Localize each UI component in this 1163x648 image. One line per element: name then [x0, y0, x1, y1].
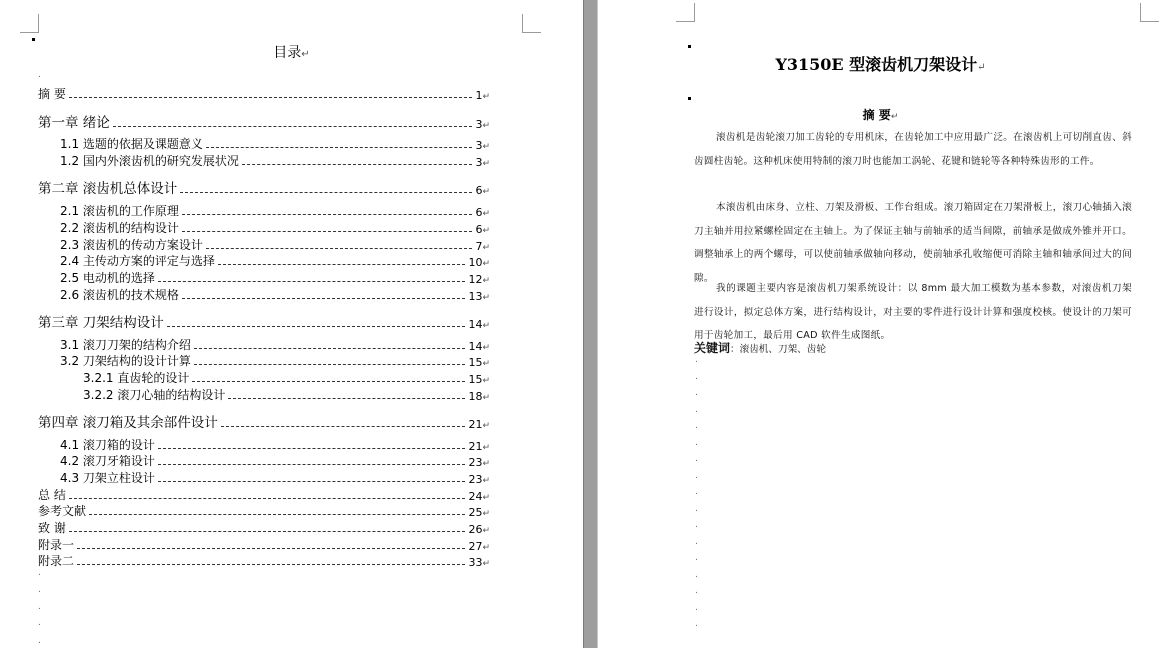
- paragraph-bullet: [688, 45, 691, 48]
- crop-mark-top-left: [676, 3, 695, 22]
- empty-paragraph-mark: .: [695, 602, 698, 613]
- toc-leader-dots: [218, 264, 466, 265]
- empty-paragraph-mark: .: [695, 355, 698, 365]
- empty-paragraph-mark: .: [695, 388, 698, 398]
- empty-paragraph-mark: .: [695, 586, 698, 596]
- toc-entry[interactable]: [38, 436, 490, 453]
- empty-paragraph-mark: .: [695, 536, 698, 547]
- toc-entry-label: 总 结: [38, 488, 66, 502]
- toc-entry-label: 4.3 刀架立柱设计: [60, 471, 155, 485]
- empty-paragraph-mark: .: [695, 404, 698, 415]
- toc-leader-dots: [69, 498, 466, 499]
- toc-entry-label: 第四章 滚刀箱及其余部件设计: [38, 415, 218, 431]
- toc-entry-label: 2.5 电动机的选择: [60, 271, 155, 285]
- toc-leader-dots: [158, 464, 466, 465]
- toc-entry-page: 3↵: [475, 156, 490, 169]
- toc-entry[interactable]: [38, 502, 490, 519]
- empty-paragraph-mark: .: [38, 585, 41, 595]
- toc-leader-dots: [228, 398, 465, 399]
- toc-leader-dots: [194, 348, 466, 349]
- toc-entry[interactable]: [38, 469, 490, 486]
- toc-entry-page: 33↵: [468, 556, 490, 569]
- empty-paragraph-mark: .: [695, 487, 698, 497]
- toc-entry-label: 3.1 滚刀刀架的结构介绍: [60, 338, 191, 352]
- toc-entry[interactable]: [38, 111, 490, 131]
- toc-leader-dots: [182, 298, 466, 299]
- toc-leader-dots: [206, 147, 473, 148]
- toc-entry[interactable]: [38, 269, 490, 286]
- toc-entry-page: 13↵: [468, 290, 490, 303]
- toc-leader-dots: [158, 281, 466, 282]
- toc-entry[interactable]: [38, 336, 490, 353]
- toc-entry-page: 25↵: [468, 506, 490, 519]
- crop-mark-top-left: [20, 14, 39, 33]
- toc-entry[interactable]: [38, 236, 490, 253]
- toc-leader-dots: [69, 531, 466, 532]
- empty-paragraph-mark: .: [695, 569, 698, 580]
- toc-entry-page: 10↵: [468, 256, 490, 269]
- toc-title: 目录↵: [273, 45, 310, 61]
- toc-entry[interactable]: [38, 135, 490, 152]
- toc-entry[interactable]: [38, 536, 490, 553]
- toc-entry[interactable]: [38, 369, 490, 386]
- toc-entry[interactable]: [38, 486, 490, 503]
- toc-entry-label: 4.2 滚刀牙箱设计: [60, 454, 155, 468]
- toc-entry-label: 1.2 国内外滚齿机的研究发展状况: [60, 154, 239, 168]
- toc-entry-label: 2.6 滚齿机的技术规格: [60, 288, 179, 302]
- toc-leader-dots: [206, 248, 473, 249]
- paragraph-bullet: [32, 38, 35, 41]
- toc-entry-page: 14↵: [468, 340, 490, 353]
- toc-leader-dots: [182, 214, 473, 215]
- toc-entry[interactable]: [38, 552, 490, 569]
- toc-entry[interactable]: [38, 177, 490, 197]
- document-title: Y3150E 型滚齿机刀架设计↵: [775, 55, 986, 74]
- toc-entry[interactable]: [38, 152, 490, 169]
- toc-entry[interactable]: [38, 311, 490, 331]
- toc-entry-page: 24↵: [468, 490, 490, 503]
- empty-paragraph-mark: .: [38, 618, 41, 628]
- empty-paragraph-mark: .: [695, 470, 698, 481]
- toc-leader-dots: [77, 564, 465, 565]
- keywords-line: 关键词：滚齿机、刀架、齿轮: [694, 341, 826, 355]
- toc-entry[interactable]: [38, 352, 490, 369]
- toc-entry[interactable]: [38, 85, 490, 102]
- crop-mark-top-right: [1140, 3, 1159, 22]
- toc-entry-label: 附录一: [38, 538, 75, 552]
- toc-entry-label: 第二章 滚齿机总体设计: [38, 181, 178, 197]
- empty-paragraph-mark: .: [695, 454, 698, 464]
- toc-entry-label: 参考文献: [38, 504, 87, 518]
- empty-paragraph-mark: .: [695, 520, 698, 530]
- toc-entry-label: 摘 要: [38, 87, 66, 101]
- empty-paragraph-mark: .: [695, 619, 698, 629]
- toc-leader-dots: [69, 97, 473, 98]
- empty-paragraph-mark: .: [38, 636, 41, 646]
- toc-entry-label: 2.4 主传动方案的评定与选择: [60, 254, 215, 268]
- empty-paragraph-mark: .: [695, 421, 698, 431]
- toc-entry-page: 26↵: [468, 523, 490, 536]
- toc-entry-page: 15↵: [468, 356, 490, 369]
- toc-entry[interactable]: [38, 452, 490, 469]
- toc-leader-dots: [167, 326, 466, 327]
- toc-entry[interactable]: [38, 252, 490, 269]
- toc-entry-page: 6↵: [475, 223, 490, 236]
- toc-leader-dots: [194, 364, 466, 365]
- empty-paragraph-mark: .: [38, 568, 41, 578]
- toc-entry[interactable]: [38, 386, 490, 403]
- toc-entry-page: 27↵: [468, 540, 490, 553]
- empty-paragraph-mark: .: [695, 371, 698, 382]
- toc-entry-label: 致 谢: [38, 521, 66, 535]
- crop-mark-top-right: [522, 14, 541, 33]
- toc-entry-label: 3.2.2 滚刀心轴的结构设计: [83, 388, 226, 402]
- empty-paragraph-mark: .: [695, 437, 698, 448]
- abstract-paragraph-3: 我的课题主要内容是滚齿机刀架系统设计：以 8mm 最大加工模数为基本参数，对滚齿机刀架进行设计，拟定总体方案，进行结构设计，对主要的零件进行设计计算和强度校核。使设计的刀架可用于齿轮加工，最后用 CAD 软件生成图纸。: [694, 283, 1132, 341]
- toc-leader-dots: [158, 448, 466, 449]
- toc-entry-page: 23↵: [468, 473, 490, 486]
- toc-leader-dots: [182, 231, 473, 232]
- toc-entry-page: 18↵: [468, 390, 490, 403]
- toc-entry-page: 21↵: [468, 440, 490, 453]
- toc-entry-page: 14↵: [468, 318, 490, 331]
- toc-entry-page: 6↵: [475, 206, 490, 219]
- toc-entry-label: 4.1 滚刀箱的设计: [60, 438, 155, 452]
- toc-entry-page: 6↵: [475, 184, 490, 197]
- abstract-paragraph-2: 本滚齿机由床身、立柱、刀架及滑板、工作台组成。滚刀箱固定在刀架滑板上，滚刀心轴插入滚刀主轴并用拉紧螺栓固定在主轴上。为了保证主轴与前轴承的适当间隙，前轴承是做成外锥并开口。调整轴承上的两个螺母，可以使前轴承做轴向移动，使前轴承孔收缩便可消除主轴和轴承间过大的间隙。: [694, 202, 1132, 284]
- toc-entry-page: 21↵: [468, 418, 490, 431]
- toc-entry-label: 1.1 选题的依据及课题意义: [60, 137, 203, 151]
- toc-entry-page: 3↵: [475, 118, 490, 131]
- abstract-paragraph-1: 滚齿机是齿轮滚刀加工齿轮的专用机床，在齿轮加工中应用最广泛。在滚齿机上可切削直齿、斜齿圆柱齿轮。这种机床使用特制的滚刀时也能加工涡轮、花键和链轮等各种特殊齿形的工件。: [694, 132, 1132, 167]
- empty-paragraph-mark: .: [38, 602, 41, 612]
- toc-entry-label: 附录二: [38, 554, 75, 568]
- toc-leader-dots: [180, 192, 472, 193]
- toc-leader-dots: [89, 514, 465, 515]
- toc-leader-dots: [192, 381, 465, 382]
- toc-leader-dots: [242, 164, 473, 165]
- toc-entry-page: 12↵: [468, 273, 490, 286]
- empty-paragraph-mark: .: [38, 70, 41, 80]
- empty-paragraph-mark: .: [695, 503, 698, 514]
- toc-leader-dots: [113, 126, 473, 127]
- abstract-heading: 摘 要↵: [862, 108, 899, 122]
- toc-entry-label: 2.1 滚齿机的工作原理: [60, 204, 179, 218]
- toc-entry-page: 7↵: [475, 240, 490, 253]
- toc-entry[interactable]: [38, 411, 490, 431]
- toc-entry-label: 3.2 刀架结构的设计计算: [60, 354, 191, 368]
- paragraph-bullet: [688, 97, 691, 100]
- toc-entry-label: 第一章 绪论: [38, 115, 110, 131]
- toc-entry-page: 23↵: [468, 456, 490, 469]
- toc-entry-label: 3.2.1 直齿轮的设计: [83, 371, 190, 385]
- empty-paragraph-mark: .: [695, 553, 698, 563]
- toc-entry-page: 1↵: [475, 89, 490, 102]
- toc-entry-label: 2.2 滚齿机的结构设计: [60, 221, 179, 235]
- toc-entry[interactable]: [38, 519, 490, 536]
- toc-entry[interactable]: [38, 286, 490, 303]
- toc-leader-dots: [158, 481, 466, 482]
- toc-leader-dots: [77, 548, 465, 549]
- toc-entry-label: 2.3 滚齿机的传动方案设计: [60, 238, 203, 252]
- toc-leader-dots: [221, 426, 466, 427]
- toc-entry[interactable]: [38, 202, 490, 219]
- toc-entry[interactable]: [38, 219, 490, 236]
- toc-entry-page: 15↵: [468, 373, 490, 386]
- toc-entry-page: 3↵: [475, 139, 490, 152]
- toc-entry-label: 第三章 刀架结构设计: [38, 315, 164, 331]
- page-gutter: [583, 0, 598, 648]
